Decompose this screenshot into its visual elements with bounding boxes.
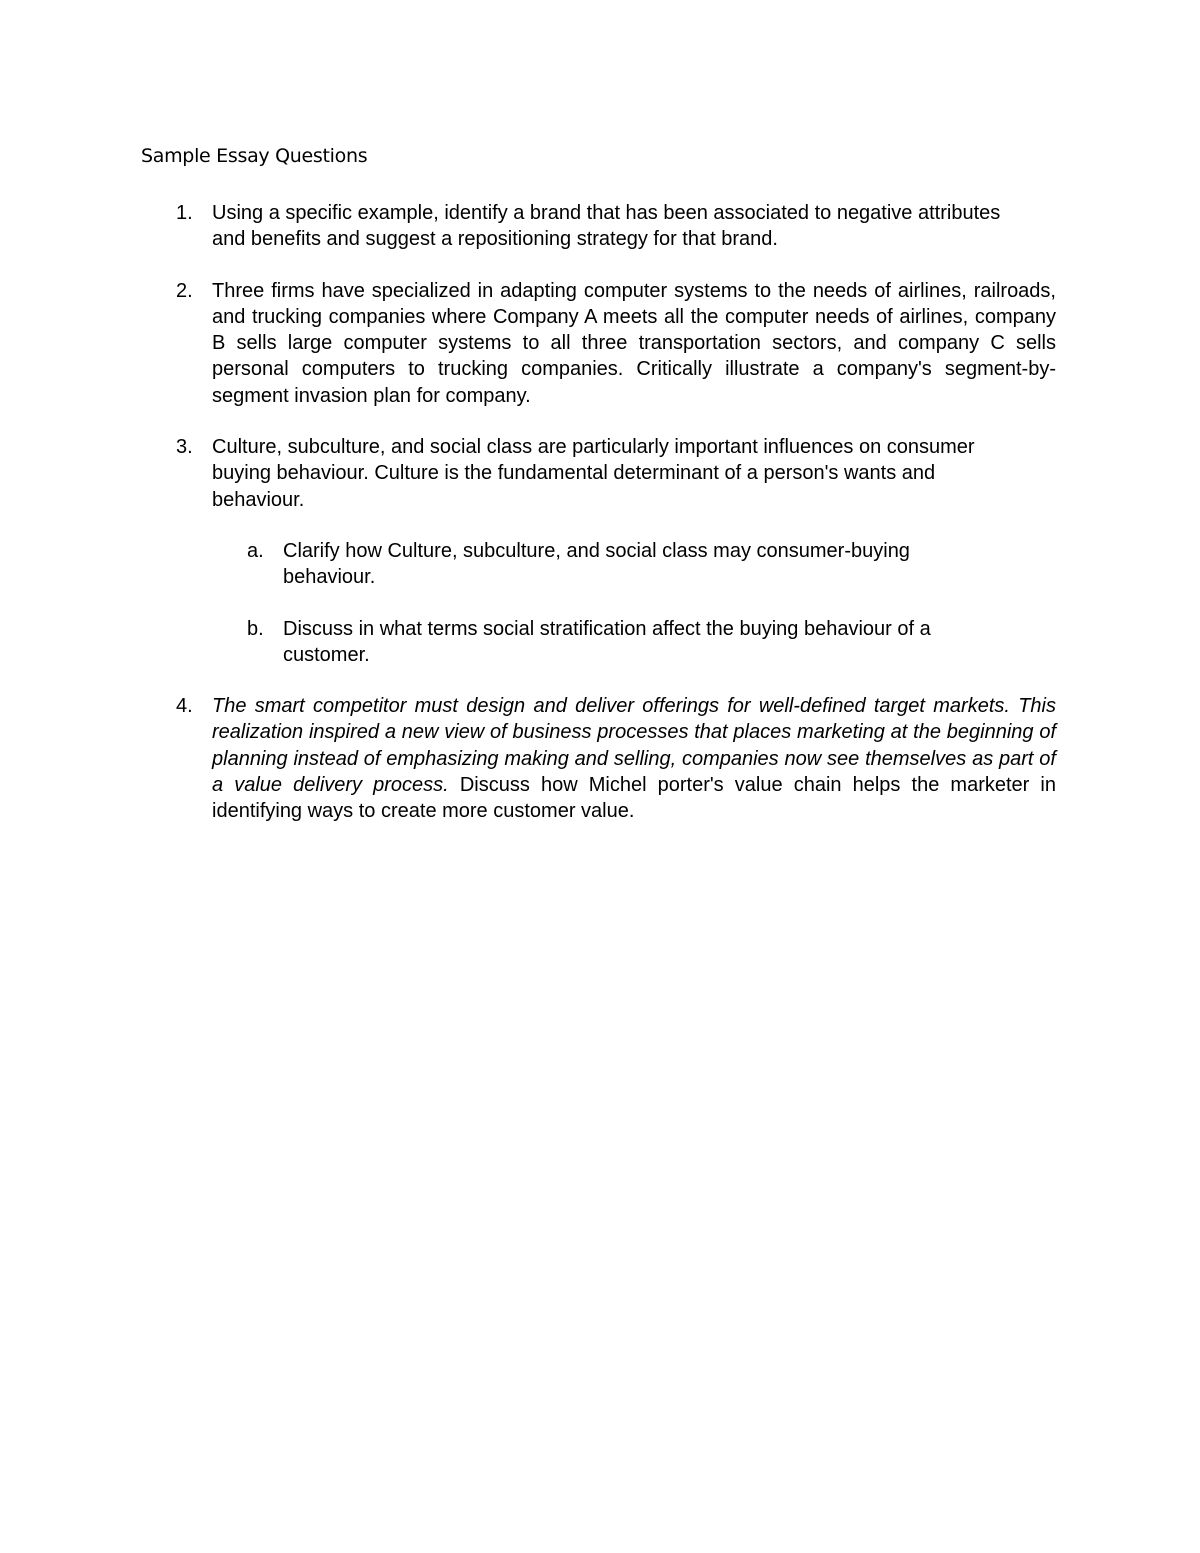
sub-question-item-b: [247, 616, 1007, 669]
question-item-4: [176, 693, 1056, 824]
question-list: [176, 200, 1056, 850]
sub-question-letter: a.: [247, 539, 264, 562]
question-text: Three firms have specialized in adapting computer systems to the needs of airlines, railroads, and trucking companies where Company A meets all the computer needs of airlines, company B sells large computer systems to all three transportation sectors, and company C sells personal computers to trucking companies. Critically illustrate a company's segment-by-segment invasion plan for company.: [212, 279, 1056, 407]
question-text: Using a specific example, identify a brand that has been associated to negative attributes and benefits and suggest a repositioning strategy for that brand.: [212, 202, 1001, 251]
question-number: 1.: [176, 202, 193, 224]
question-number: 4.: [176, 695, 193, 718]
question-text-wrapper: [212, 693, 1056, 824]
question-number: 3.: [176, 436, 193, 459]
question-text: Discuss how Michel porter's value chain helps the marketer in identifying ways to create more customer value.: [212, 774, 1056, 823]
sub-question-list: [247, 538, 1007, 668]
sub-question-text: Discuss in what terms social stratification affect the buying behaviour of a customer.: [283, 617, 931, 666]
question-item-2: [176, 278, 1056, 409]
question-italic-text: The smart competitor must design and deliver offerings for well-defined target markets. This realization inspired a new view of business processes that places marketing at the beginning of planning instead of emphasizing making and selling, companies now see themselves as part of a value delivery process.: [212, 695, 1056, 797]
question-item-1: [176, 200, 1056, 253]
sub-question-item-a: [247, 538, 1007, 591]
question-number: 2.: [176, 279, 193, 302]
question-text: Culture, subculture, and social class are particularly important influences on consumer buying behaviour. Culture is the fundamental determinant of a person's wants and behaviour.: [212, 436, 975, 511]
question-item-3: [176, 434, 1056, 668]
document-title: Sample Essay Questions: [141, 145, 368, 167]
sub-question-letter: b.: [247, 617, 264, 640]
sub-question-text: Clarify how Culture, subculture, and social class may consumer-buying behaviour.: [283, 539, 910, 589]
